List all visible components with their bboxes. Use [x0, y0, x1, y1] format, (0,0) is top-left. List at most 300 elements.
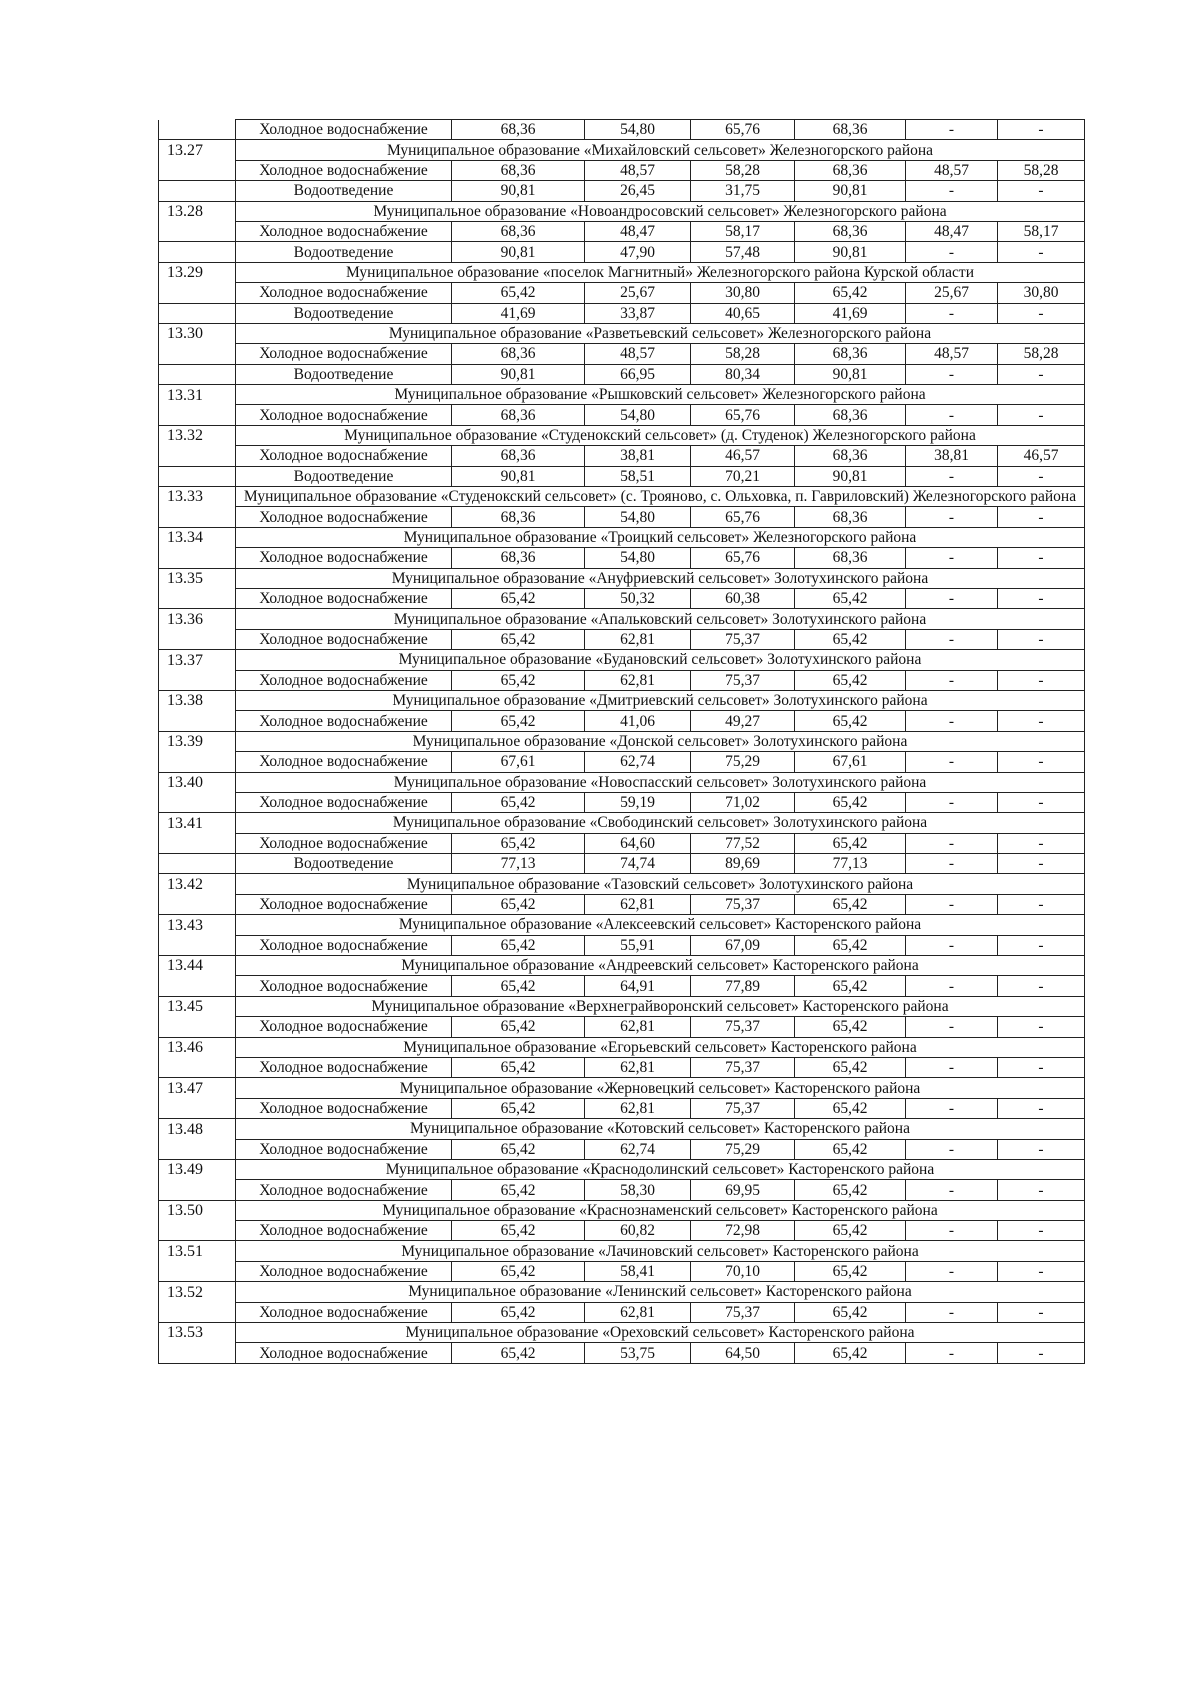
table-row: [159, 854, 1085, 874]
tariff-value-cell: 66,95: [585, 364, 691, 384]
section-header-row: [159, 772, 1085, 792]
tariff-value-cell: 30,80: [998, 283, 1085, 303]
section-title: Муниципальное образование «Троицкий сельсовет» Железногорского района: [236, 527, 1085, 547]
tariff-value-cell: 67,09: [691, 935, 795, 955]
tariff-value-cell: 31,75: [691, 181, 795, 201]
row-number-cell: [159, 242, 236, 262]
service-name-cell: Холодное водоснабжение: [236, 405, 452, 425]
tariff-value-cell: 90,81: [795, 242, 906, 262]
section-number: 13.47: [159, 1078, 236, 1098]
section-header-row: [159, 813, 1085, 833]
tariff-value-cell: -: [906, 303, 998, 323]
section-title: Муниципальное образование «Андреевский сельсовет» Касторенского района: [236, 956, 1085, 976]
section-title: Муниципальное образование «Будановский сельсовет» Золотухинского района: [236, 650, 1085, 670]
table-row: [159, 1057, 1085, 1077]
tariff-value-cell: 50,32: [585, 588, 691, 608]
tariff-value-cell: 65,42: [795, 792, 906, 812]
tariff-value-cell: 65,42: [452, 1261, 585, 1281]
tariff-value-cell: 48,47: [906, 221, 998, 241]
tariff-value-cell: 65,76: [691, 507, 795, 527]
service-name-cell: Холодное водоснабжение: [236, 120, 452, 140]
tariff-value-cell: -: [998, 1343, 1085, 1363]
tariff-value-cell: 65,42: [452, 833, 585, 853]
tariff-value-cell: 65,42: [452, 1302, 585, 1322]
row-number-cell: [159, 1302, 236, 1322]
section-header-row: [159, 1323, 1085, 1343]
tariff-value-cell: 65,42: [452, 935, 585, 955]
row-number-cell: [159, 466, 236, 486]
tariff-value-cell: 68,36: [795, 120, 906, 140]
section-number: 13.27: [159, 140, 236, 160]
tariff-value-cell: 62,81: [585, 629, 691, 649]
tariff-value-cell: -: [998, 405, 1085, 425]
tariff-value-cell: 65,42: [795, 670, 906, 690]
section-title: Муниципальное образование «Донской сельсовет» Золотухинского района: [236, 731, 1085, 751]
tariff-table: [158, 119, 1085, 1364]
section-header-row: [159, 425, 1085, 445]
section-header-row: [159, 874, 1085, 894]
table-row: [159, 221, 1085, 241]
section-header-row: [159, 609, 1085, 629]
section-header-row: [159, 1282, 1085, 1302]
tariff-value-cell: 65,76: [691, 548, 795, 568]
tariff-value-cell: 62,81: [585, 670, 691, 690]
tariff-value-cell: 58,51: [585, 466, 691, 486]
tariff-value-cell: 60,82: [585, 1221, 691, 1241]
tariff-value-cell: 60,38: [691, 588, 795, 608]
section-title: Муниципальное образование «Котовский сельсовет» Касторенского района: [236, 1119, 1085, 1139]
table-row: [159, 935, 1085, 955]
row-number-cell: [159, 548, 236, 568]
tariff-value-cell: 75,29: [691, 1139, 795, 1159]
tariff-value-cell: 48,57: [906, 344, 998, 364]
table-row: [159, 283, 1085, 303]
tariff-value-cell: 65,42: [452, 588, 585, 608]
tariff-value-cell: -: [998, 670, 1085, 690]
row-number-cell: [159, 1221, 236, 1241]
tariff-value-cell: 68,36: [452, 405, 585, 425]
section-header-row: [159, 487, 1085, 507]
table-row: [159, 792, 1085, 812]
tariff-value-cell: 62,81: [585, 1098, 691, 1118]
tariff-value-cell: -: [906, 1261, 998, 1281]
tariff-value-cell: 68,36: [795, 507, 906, 527]
tariff-value-cell: 68,36: [795, 446, 906, 466]
tariff-value-cell: -: [998, 1057, 1085, 1077]
table-row: [159, 446, 1085, 466]
tariff-value-cell: 65,42: [452, 894, 585, 914]
tariff-value-cell: 65,42: [795, 976, 906, 996]
section-title: Муниципальное образование «Лачиновский сельсовет» Касторенского района: [236, 1241, 1085, 1261]
section-number: 13.51: [159, 1241, 236, 1261]
section-number: 13.53: [159, 1323, 236, 1343]
section-header-row: [159, 1078, 1085, 1098]
service-name-cell: Холодное водоснабжение: [236, 507, 452, 527]
section-title: Муниципальное образование «Тазовский сельсовет» Золотухинского района: [236, 874, 1085, 894]
section-title: Муниципальное образование «поселок Магнитный» Железногорского района Курской области: [236, 262, 1085, 282]
service-name-cell: Водоотведение: [236, 242, 452, 262]
tariff-value-cell: 58,28: [998, 344, 1085, 364]
section-header-row: [159, 650, 1085, 670]
service-name-cell: Холодное водоснабжение: [236, 792, 452, 812]
table-row: [159, 303, 1085, 323]
tariff-value-cell: 48,47: [585, 221, 691, 241]
service-name-cell: Холодное водоснабжение: [236, 1343, 452, 1363]
service-name-cell: Холодное водоснабжение: [236, 894, 452, 914]
tariff-value-cell: 68,36: [795, 160, 906, 180]
section-number: 13.46: [159, 1037, 236, 1057]
tariff-value-cell: 65,42: [795, 629, 906, 649]
table-row: [159, 160, 1085, 180]
tariff-value-cell: 90,81: [452, 242, 585, 262]
tariff-value-cell: 77,52: [691, 833, 795, 853]
row-number-cell: [159, 303, 236, 323]
tariff-value-cell: -: [998, 854, 1085, 874]
tariff-value-cell: -: [906, 1098, 998, 1118]
section-title: Муниципальное образование «Студенокский сельсовет» (д. Студенок) Железногорского района: [236, 425, 1085, 445]
tariff-value-cell: 54,80: [585, 507, 691, 527]
tariff-value-cell: -: [998, 629, 1085, 649]
tariff-value-cell: 65,42: [452, 1139, 585, 1159]
row-number-cell: [159, 1057, 236, 1077]
tariff-value-cell: -: [998, 752, 1085, 772]
tariff-value-cell: 65,42: [452, 1221, 585, 1241]
row-number-cell: [159, 364, 236, 384]
tariff-value-cell: 65,42: [452, 283, 585, 303]
tariff-value-cell: -: [906, 854, 998, 874]
tariff-value-cell: -: [998, 588, 1085, 608]
tariff-value-cell: -: [906, 507, 998, 527]
tariff-value-cell: 62,81: [585, 1057, 691, 1077]
tariff-value-cell: 68,36: [452, 446, 585, 466]
tariff-value-cell: 65,42: [795, 1221, 906, 1241]
tariff-value-cell: 54,80: [585, 120, 691, 140]
tariff-value-cell: -: [906, 752, 998, 772]
tariff-value-cell: -: [998, 242, 1085, 262]
tariff-value-cell: 67,61: [795, 752, 906, 772]
tariff-value-cell: 65,42: [795, 1057, 906, 1077]
section-number: 13.34: [159, 527, 236, 547]
tariff-value-cell: -: [998, 507, 1085, 527]
section-number: 13.40: [159, 772, 236, 792]
tariff-value-cell: 75,29: [691, 752, 795, 772]
section-title: Муниципальное образование «Апальковский сельсовет» Золотухинского района: [236, 609, 1085, 629]
row-number-cell: [159, 221, 236, 241]
tariff-value-cell: -: [906, 1302, 998, 1322]
service-name-cell: Холодное водоснабжение: [236, 548, 452, 568]
table-row: [159, 344, 1085, 364]
table-row: [159, 181, 1085, 201]
service-name-cell: Холодное водоснабжение: [236, 1261, 452, 1281]
section-number: 13.31: [159, 385, 236, 405]
tariff-value-cell: -: [998, 364, 1085, 384]
tariff-value-cell: 65,42: [795, 588, 906, 608]
row-number-cell: [159, 283, 236, 303]
tariff-value-cell: 65,42: [795, 1302, 906, 1322]
section-number: 13.50: [159, 1200, 236, 1220]
tariff-value-cell: 58,30: [585, 1180, 691, 1200]
tariff-value-cell: 41,69: [795, 303, 906, 323]
table-row: [159, 833, 1085, 853]
tariff-value-cell: 65,42: [795, 1098, 906, 1118]
tariff-value-cell: 65,42: [795, 711, 906, 731]
section-number: 13.29: [159, 262, 236, 282]
tariff-value-cell: 62,81: [585, 894, 691, 914]
tariff-value-cell: 40,65: [691, 303, 795, 323]
tariff-value-cell: 54,80: [585, 405, 691, 425]
tariff-value-cell: 71,02: [691, 792, 795, 812]
tariff-value-cell: -: [906, 976, 998, 996]
service-name-cell: Холодное водоснабжение: [236, 283, 452, 303]
tariff-value-cell: -: [906, 670, 998, 690]
row-number-cell: [159, 670, 236, 690]
service-name-cell: Холодное водоснабжение: [236, 446, 452, 466]
service-name-cell: Холодное водоснабжение: [236, 670, 452, 690]
tariff-value-cell: 65,42: [795, 935, 906, 955]
tariff-value-cell: 75,37: [691, 629, 795, 649]
service-name-cell: Холодное водоснабжение: [236, 588, 452, 608]
table-row: [159, 752, 1085, 772]
section-number: 13.32: [159, 425, 236, 445]
tariff-value-cell: 65,42: [452, 792, 585, 812]
tariff-value-cell: 38,81: [585, 446, 691, 466]
tariff-value-cell: -: [906, 364, 998, 384]
tariff-value-cell: 65,42: [795, 894, 906, 914]
section-header-row: [159, 690, 1085, 710]
tariff-value-cell: -: [998, 548, 1085, 568]
tariff-value-cell: 68,36: [795, 405, 906, 425]
table-row: [159, 1139, 1085, 1159]
tariff-value-cell: 62,81: [585, 1017, 691, 1037]
section-title: Муниципальное образование «Новоандросовский сельсовет» Железногорского района: [236, 201, 1085, 221]
row-number-cell: [159, 588, 236, 608]
section-header-row: [159, 1159, 1085, 1179]
table-row: [159, 466, 1085, 486]
table-row: [159, 1302, 1085, 1322]
section-number: 13.39: [159, 731, 236, 751]
tariff-value-cell: 65,42: [452, 1098, 585, 1118]
section-title: Муниципальное образование «Новоспасский сельсовет» Золотухинского района: [236, 772, 1085, 792]
tariff-value-cell: 68,36: [452, 120, 585, 140]
tariff-value-cell: -: [906, 894, 998, 914]
tariff-value-cell: 65,42: [452, 670, 585, 690]
row-number-cell: [159, 792, 236, 812]
section-header-row: [159, 527, 1085, 547]
tariff-value-cell: 70,10: [691, 1261, 795, 1281]
row-number-cell: [159, 833, 236, 853]
section-header-row: [159, 731, 1085, 751]
section-header-row: [159, 323, 1085, 343]
tariff-value-cell: 58,41: [585, 1261, 691, 1281]
tariff-value-cell: 58,17: [691, 221, 795, 241]
service-name-cell: Водоотведение: [236, 181, 452, 201]
tariff-value-cell: 80,34: [691, 364, 795, 384]
section-title: Муниципальное образование «Михайловский сельсовет» Железногорского района: [236, 140, 1085, 160]
tariff-value-cell: 25,67: [585, 283, 691, 303]
tariff-value-cell: 26,45: [585, 181, 691, 201]
service-name-cell: Холодное водоснабжение: [236, 160, 452, 180]
section-number: 13.28: [159, 201, 236, 221]
section-number: 13.49: [159, 1159, 236, 1179]
tariff-value-cell: 59,19: [585, 792, 691, 812]
tariff-value-cell: 68,36: [452, 548, 585, 568]
section-number: 13.41: [159, 813, 236, 833]
section-header-row: [159, 385, 1085, 405]
row-number-cell: [159, 935, 236, 955]
tariff-value-cell: 25,67: [906, 283, 998, 303]
service-name-cell: Холодное водоснабжение: [236, 711, 452, 731]
tariff-value-cell: -: [998, 303, 1085, 323]
service-name-cell: Холодное водоснабжение: [236, 344, 452, 364]
tariff-value-cell: 65,42: [452, 711, 585, 731]
row-number-cell: [159, 894, 236, 914]
section-title: Муниципальное образование «Свободинский сельсовет» Золотухинского района: [236, 813, 1085, 833]
tariff-value-cell: 90,81: [452, 466, 585, 486]
tariff-value-cell: 57,48: [691, 242, 795, 262]
tariff-value-cell: 68,36: [795, 221, 906, 241]
tariff-value-cell: -: [906, 1343, 998, 1363]
service-name-cell: Холодное водоснабжение: [236, 1180, 452, 1200]
tariff-value-cell: 90,81: [452, 181, 585, 201]
section-title: Муниципальное образование «Жерновецкий сельсовет» Касторенского района: [236, 1078, 1085, 1098]
row-number-cell: [159, 854, 236, 874]
tariff-table-body: [159, 120, 1085, 1364]
tariff-value-cell: 65,42: [795, 1343, 906, 1363]
table-row: [159, 1017, 1085, 1037]
tariff-value-cell: -: [906, 242, 998, 262]
section-number: 13.52: [159, 1282, 236, 1302]
section-number: 13.45: [159, 996, 236, 1016]
tariff-value-cell: 64,60: [585, 833, 691, 853]
tariff-value-cell: 58,17: [998, 221, 1085, 241]
table-row: [159, 588, 1085, 608]
table-row: [159, 405, 1085, 425]
section-title: Муниципальное образование «Ануфриевский сельсовет» Золотухинского района: [236, 568, 1085, 588]
section-title: Муниципальное образование «Алексеевский сельсовет» Касторенского района: [236, 915, 1085, 935]
tariff-value-cell: -: [998, 120, 1085, 140]
tariff-value-cell: 47,90: [585, 242, 691, 262]
row-number-cell: [159, 752, 236, 772]
tariff-value-cell: 64,91: [585, 976, 691, 996]
tariff-value-cell: 65,42: [452, 1180, 585, 1200]
tariff-value-cell: 58,28: [998, 160, 1085, 180]
table-row: [159, 670, 1085, 690]
tariff-value-cell: 68,36: [452, 160, 585, 180]
tariff-value-cell: -: [906, 405, 998, 425]
tariff-value-cell: -: [998, 894, 1085, 914]
section-number: 13.48: [159, 1119, 236, 1139]
tariff-value-cell: -: [906, 792, 998, 812]
tariff-value-cell: 75,37: [691, 1017, 795, 1037]
service-name-cell: Холодное водоснабжение: [236, 752, 452, 772]
tariff-value-cell: 62,74: [585, 1139, 691, 1159]
tariff-value-cell: 65,42: [452, 976, 585, 996]
tariff-value-cell: 65,42: [795, 1180, 906, 1200]
row-number-cell: [159, 1180, 236, 1200]
tariff-value-cell: 46,57: [998, 446, 1085, 466]
section-header-row: [159, 140, 1085, 160]
tariff-value-cell: 75,37: [691, 894, 795, 914]
tariff-value-cell: 58,28: [691, 160, 795, 180]
tariff-value-cell: 77,13: [795, 854, 906, 874]
tariff-value-cell: 30,80: [691, 283, 795, 303]
section-number: 13.36: [159, 609, 236, 629]
tariff-value-cell: 77,89: [691, 976, 795, 996]
service-name-cell: Холодное водоснабжение: [236, 1017, 452, 1037]
tariff-value-cell: 62,81: [585, 1302, 691, 1322]
row-number-cell: [159, 711, 236, 731]
service-name-cell: Холодное водоснабжение: [236, 221, 452, 241]
service-name-cell: Холодное водоснабжение: [236, 935, 452, 955]
section-title: Муниципальное образование «Краснодолинский сельсовет» Касторенского района: [236, 1159, 1085, 1179]
tariff-value-cell: -: [906, 120, 998, 140]
tariff-value-cell: 74,74: [585, 854, 691, 874]
table-row: [159, 507, 1085, 527]
tariff-value-cell: 53,75: [585, 1343, 691, 1363]
tariff-value-cell: -: [998, 181, 1085, 201]
section-header-row: [159, 915, 1085, 935]
row-number-cell: [159, 629, 236, 649]
tariff-value-cell: -: [998, 1221, 1085, 1241]
row-number-cell: [159, 507, 236, 527]
tariff-value-cell: -: [998, 466, 1085, 486]
section-header-row: [159, 262, 1085, 282]
tariff-value-cell: 65,42: [795, 1017, 906, 1037]
tariff-value-cell: -: [906, 181, 998, 201]
service-name-cell: Холодное водоснабжение: [236, 1098, 452, 1118]
tariff-value-cell: 70,21: [691, 466, 795, 486]
tariff-value-cell: 68,36: [452, 221, 585, 241]
tariff-value-cell: -: [998, 711, 1085, 731]
tariff-value-cell: 65,42: [795, 1139, 906, 1159]
service-name-cell: Водоотведение: [236, 364, 452, 384]
tariff-value-cell: 67,61: [452, 752, 585, 772]
row-number-cell: [159, 1343, 236, 1363]
tariff-value-cell: -: [906, 935, 998, 955]
tariff-value-cell: 89,69: [691, 854, 795, 874]
table-row: [159, 1180, 1085, 1200]
tariff-value-cell: 75,37: [691, 1302, 795, 1322]
section-title: Муниципальное образование «Дмитриевский сельсовет» Золотухинского района: [236, 690, 1085, 710]
tariff-value-cell: -: [906, 1221, 998, 1241]
tariff-value-cell: 62,74: [585, 752, 691, 772]
section-header-row: [159, 1200, 1085, 1220]
tariff-value-cell: 55,91: [585, 935, 691, 955]
row-number-cell: [159, 1098, 236, 1118]
table-row: [159, 629, 1085, 649]
section-title: Муниципальное образование «Егорьевский сельсовет» Касторенского района: [236, 1037, 1085, 1057]
section-number: 13.37: [159, 650, 236, 670]
tariff-value-cell: 68,36: [452, 344, 585, 364]
tariff-value-cell: 69,95: [691, 1180, 795, 1200]
tariff-value-cell: 65,76: [691, 120, 795, 140]
table-row: [159, 711, 1085, 731]
tariff-value-cell: 65,42: [452, 629, 585, 649]
section-header-row: [159, 1119, 1085, 1139]
tariff-value-cell: -: [906, 548, 998, 568]
tariff-value-cell: 68,36: [795, 548, 906, 568]
tariff-value-cell: -: [998, 833, 1085, 853]
row-number-cell: [159, 344, 236, 364]
tariff-value-cell: 41,06: [585, 711, 691, 731]
tariff-value-cell: 38,81: [906, 446, 998, 466]
tariff-value-cell: 33,87: [585, 303, 691, 323]
tariff-value-cell: 65,42: [795, 1261, 906, 1281]
section-title: Муниципальное образование «Студенокский сельсовет» (с. Трояново, с. Ольховка, п. Гавриловский) Железногорского района: [236, 487, 1085, 507]
table-row: [159, 894, 1085, 914]
section-number: 13.38: [159, 690, 236, 710]
tariff-value-cell: -: [998, 1017, 1085, 1037]
